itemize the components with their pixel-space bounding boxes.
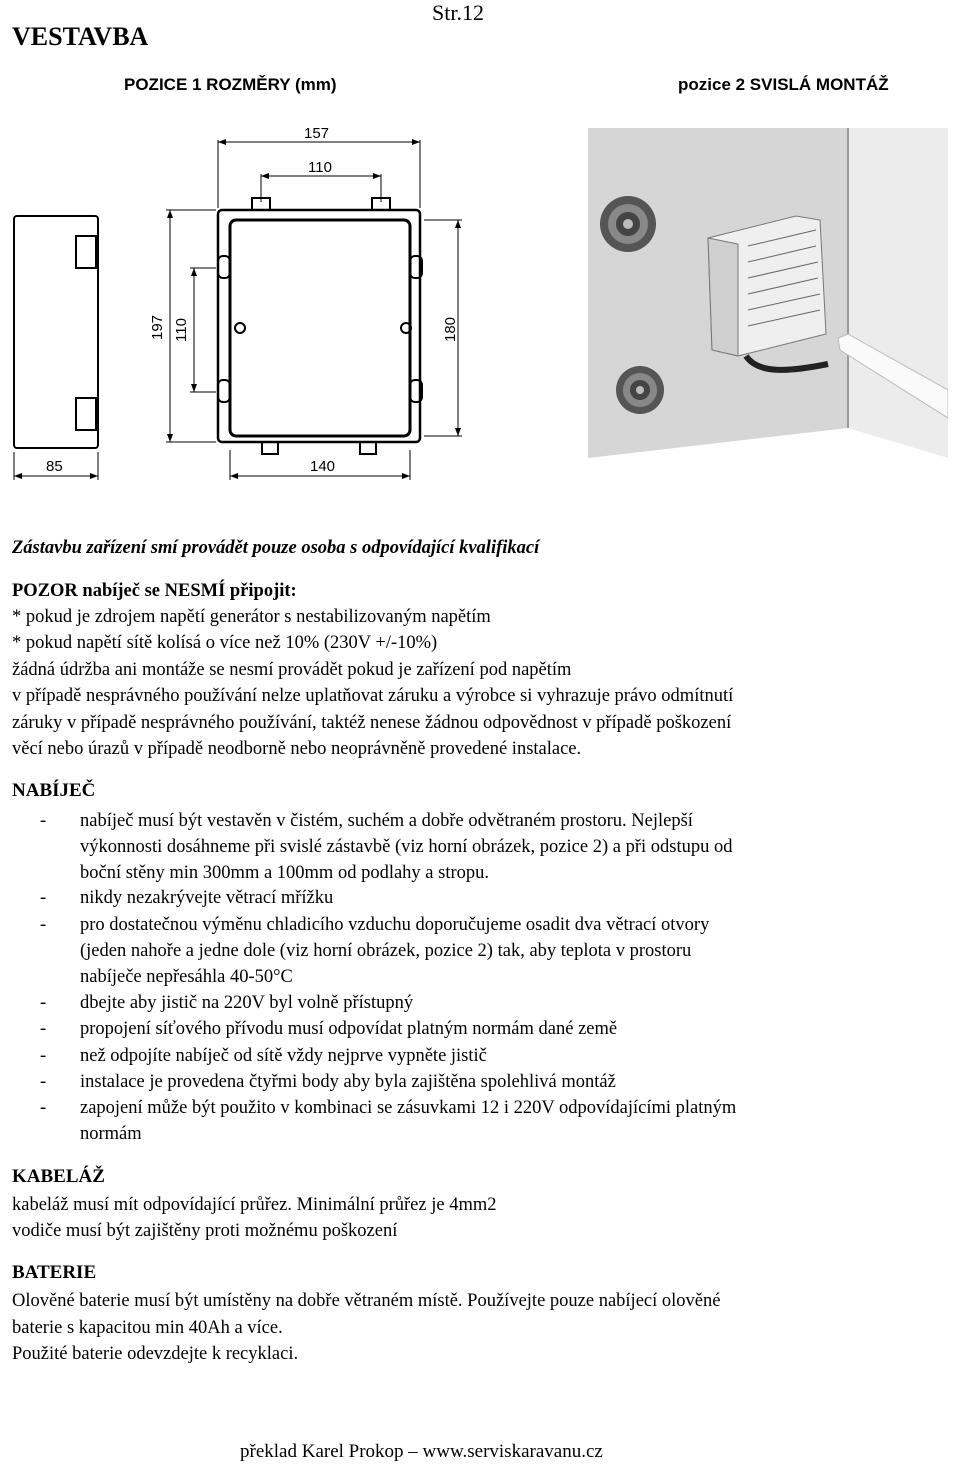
page-number: Str.12 bbox=[432, 0, 484, 25]
dim-height-body: 180 bbox=[442, 316, 459, 342]
intro-line: záruky v případě nesprávného používání, taktéž nenese žádnou odpovědnost v případě poškození bbox=[12, 713, 732, 733]
section-heading-charger: NABÍJEČ bbox=[12, 780, 96, 801]
intro-line: věcí nebo úrazů v případě neodborně nebo neoprávněně provedené instalace. bbox=[12, 739, 582, 759]
intro-line: * pokud napětí sítě kolísá o více než 10% (230V +/-10%) bbox=[12, 633, 438, 653]
battery-line: Olověné baterie musí být umístěny na dobře větraném místě. Používejte pouze nabíjecí olověné bbox=[12, 1291, 721, 1311]
battery-line: baterie s kapacitou min 40Ah a více. bbox=[12, 1318, 283, 1338]
vent-grille-top bbox=[600, 196, 656, 252]
footer-credit: překlad Karel Prokop – www.serviskaravanu.cz bbox=[240, 1441, 603, 1462]
intro-line: žádná údržba ani montáže se nesmí provádět pokud je zařízení pod napětím bbox=[12, 660, 572, 680]
intro-line: v případě nesprávného používání nelze uplatňovat záruku a výrobce si vyhrazuje právo odmítnutí bbox=[12, 686, 734, 706]
qualification-note: Zástavbu zařízení smí provádět pouze osoba s odpovídající kvalifikací bbox=[12, 538, 540, 558]
vent-grille-bottom bbox=[616, 366, 664, 414]
dimension-drawing bbox=[0, 110, 480, 490]
dim-width-body: 140 bbox=[310, 458, 336, 475]
intro-line: * pokud je zdrojem napětí generátor s nestabilizovaným napětím bbox=[12, 607, 491, 627]
battery-line: Použité baterie odevzdejte k recyklaci. bbox=[12, 1344, 299, 1364]
warning-heading: POZOR nabíječ se NESMÍ připojit: bbox=[12, 581, 297, 601]
installation-photo bbox=[588, 128, 948, 458]
cabling-line: vodiče musí být zajištěny proti možnému poškození bbox=[12, 1221, 398, 1241]
caption-position-1: POZICE 1 ROZMĚRY (mm) bbox=[124, 75, 337, 94]
section-heading-batteries: BATERIE bbox=[12, 1262, 97, 1283]
dim-depth: 85 bbox=[46, 458, 63, 475]
dim-width-total: 157 bbox=[304, 125, 330, 142]
caption-position-2: pozice 2 SVISLÁ MONTÁŽ bbox=[678, 75, 889, 94]
section-heading-cabling: KABELÁŽ bbox=[12, 1166, 105, 1187]
dim-width-holes: 110 bbox=[308, 159, 332, 176]
dim-height-total: 197 bbox=[149, 314, 166, 340]
cabling-line: kabeláž musí mít odpovídající průřez. Minimální průřez je 4mm2 bbox=[12, 1195, 497, 1215]
dim-height-holes: 110 bbox=[173, 318, 190, 342]
page-title: VESTAVBA bbox=[12, 22, 149, 51]
